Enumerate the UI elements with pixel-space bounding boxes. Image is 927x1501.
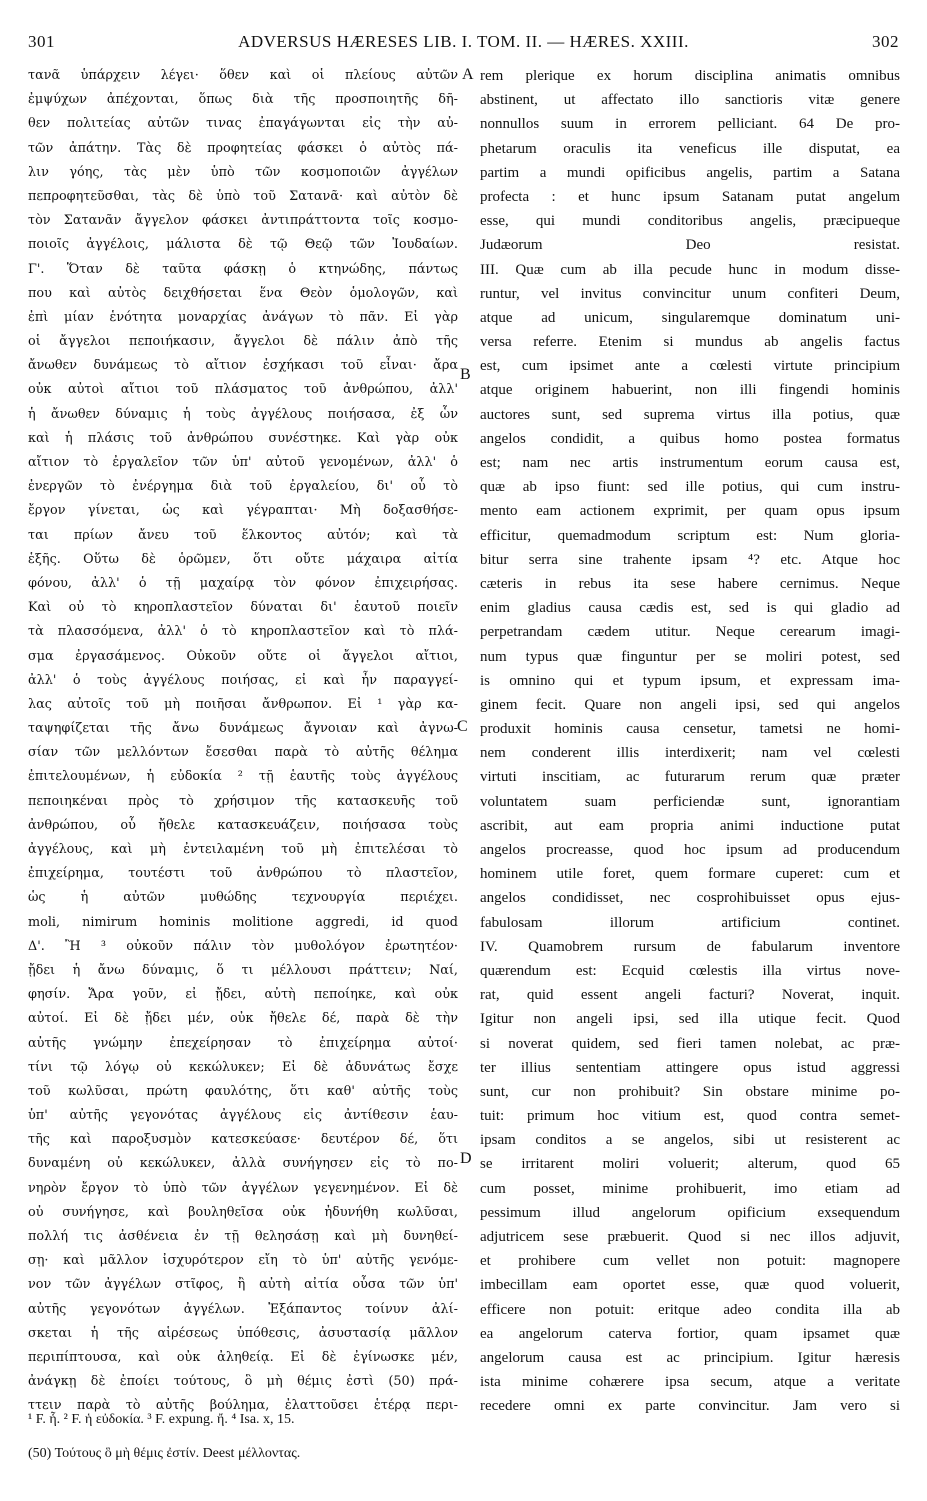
greek-text-line: νον τῶν ἀγγέλων στῖφος, ἢ αὐτὴ αἰτία οὖσα τῶν ὑπ' — [28, 1277, 458, 1293]
latin-text-line: num typus quæ finguntur per se moliri potest, sed — [480, 648, 900, 665]
latin-text-line: ista minime cohærere ipsa secum, atque a veritate — [480, 1374, 900, 1391]
latin-text-line: adjutricem sese præbuerit. Quod si nec illos adjuvit, — [480, 1229, 900, 1245]
latin-text-line: imbecillam eam oportet esse, quæ quod voluerit, — [480, 1277, 900, 1294]
latin-text-line: se irritarent moliri voluerit; alterum, quod 65 — [480, 1156, 900, 1173]
margin-letter-a: A — [462, 66, 474, 83]
greek-text-line: ἐπιτελουμένων, ἡ εὐδοκία ² τῇ ἑαυτῆς τοὺς ἀγγέλους — [28, 769, 458, 785]
greek-text-line: ᾔδει ἡ ἄνω δύναμις, ὅ τι μέλλουσι πράττειν; Ναί, — [28, 962, 458, 978]
footnotes-line: ¹ F. ἧ. ² F. ἡ εὐδοκία. ³ F. expung. ἤ. ⁴ Isa. x, 15. — [28, 1412, 295, 1427]
latin-text-line: angelorum causa est ac principium. Igitur hæresis — [480, 1349, 900, 1366]
latin-text-line: ipsam conditos a se angelos, sibi ut resisterent ac — [480, 1132, 900, 1149]
greek-text-line: νηρὸν ἔργον τὸ ὑπὸ τῶν ἀγγέλων γεγενημένον. Εἰ δὲ — [28, 1180, 458, 1196]
latin-text-line: IV. Quamobrem rursum de fabularum inventore — [480, 938, 900, 955]
latin-text-line: auctores sunt, sed suprema virtus illa potius, quæ — [480, 406, 900, 423]
greek-text-line: ἀνθρώπου, οὗ ἤθελε κατασκευάζειν, ποιήσασα τοὺς — [28, 817, 458, 833]
margin-letter-b: B — [460, 366, 471, 383]
greek-text-line: τῆς καὶ παροξυσμὸν κατεσκεύασε· δευτέρον δέ, ὅτι — [28, 1132, 458, 1148]
greek-text-line: ται πρίων ἄνευ τοῦ ἕλκοντος αὐτόν; καὶ τὰ — [28, 527, 458, 543]
greek-text-line: ποιοῖς ἀγγέλοις, μάλιστα δὲ τῷ Θεῷ τῶν Ἰουδαίων. — [28, 237, 458, 253]
latin-text-line: si noverat quidem, sed fieri tamen nolebat, ac præ- — [480, 1035, 900, 1052]
latin-text-line: voluntatem suam perficiendæ sunt, ignorantiam — [480, 793, 900, 810]
greek-text-line: σίαν τῶν μελλόντων ἔσεσθαι παρὰ τὸ αὐτῆς θέλημα — [28, 745, 458, 761]
latin-text-line: is omnino qui et typum ipsum, et expressam ima- — [480, 672, 900, 689]
greek-text-line: τανᾶ ὑπάρχειν λέγει· ὅθεν καὶ οἱ πλείους αὐτῶν — [28, 68, 458, 83]
greek-text-line: ἡ ἄνωθεν δύναμις ἡ τοὺς ἀγγέλους ποιήσασα, ἐξ ὧν — [28, 406, 458, 422]
greek-text-line: καὶ ἡ πλάσις τοῦ ἀνθρώπου συνέστηκε. Καὶ γὰρ οὐκ — [28, 430, 458, 446]
latin-text-line: cæteris in rebus ita sese habere cernimus. Neque — [480, 575, 900, 592]
greek-text-line: ἐνεργῶν τὸ ἐνέργημα διὰ τοῦ ἐργαλείου, δι' οὗ τὸ — [28, 479, 458, 495]
greek-text-line: ταψηφίζεται τῆς ἄνω δυνάμεως ἄγνοιαν καὶ ἀγνω- — [28, 721, 458, 737]
latin-text-line: angelos condidisset, nec cosprohibuisset opus ejus- — [480, 890, 900, 907]
greek-text-line: ἀνάγκῃ δὲ ἐποίει τούτους, ὃ μὴ θέμις ἐστὶ (50) πρά- — [28, 1374, 458, 1390]
greek-text-line: ττειν παρὰ τὸ αὐτῆς βούλημα, ἐλαττοῦσει ἑτέρᾳ περι- — [28, 1398, 458, 1414]
latin-text-column — [480, 64, 900, 1419]
greek-text-line: αὐτῆς γεγονότων ἀγγέλων. Ἐξάπαντος τοίνυν ἀλί- — [28, 1301, 458, 1317]
latin-text-line: ea angelorum caterva fortior, quam ipsamet quæ — [480, 1325, 900, 1342]
latin-text-line: phetarum oraculis ita veneficus ille disputat, ea — [480, 140, 900, 157]
greek-text-line: δυναμένη οὐ κεκώλυκεν, ἀλλὰ συνήγησεν εἰς τὸ πο- — [28, 1156, 458, 1172]
running-header — [28, 32, 899, 56]
footnote-50: (50) Τούτους ὃ μὴ θέμις ἐστίν. Deest μέλλοντας. — [28, 1446, 301, 1461]
latin-text-line: rat, quid essent angeli facturi? Noverat, inquit. — [480, 987, 900, 1004]
greek-text-line: ἀλλ' ὁ τοὺς ἀγγέλους ποιήσας, εἰ καὶ ἦν παραγγεί- — [28, 672, 458, 688]
greek-text-line: σῃ· καὶ μᾶλλον ἰσχυρότερον εἴη τὸ ὑπ' αὐτῆς γενόμε- — [28, 1253, 458, 1269]
latin-text-line: sunt, cur non prohibuit? Sin obstare minime po- — [480, 1083, 900, 1100]
latin-text-line: produxit hominis causa censetur, tametsi ne homi- — [480, 721, 900, 738]
greek-text-line: ὑπ' αὐτῆς γεγονότας ἀγγέλους εἰς ἀντίθεσιν ἑαυ- — [28, 1108, 458, 1124]
greek-text-line: πεποιηκέναι πρὸς τὸ χρήσιμον τῆς κατασκευῆς τοῦ — [28, 793, 458, 809]
latin-text-line: nem conderent illis interdixerit; nam vel cœlesti — [480, 745, 900, 762]
latin-text-line: atque originem habuerint, non illi fingendi hominis — [480, 382, 900, 399]
greek-text-line: ἐπιχείρημα, τουτέστι τοῦ ἀνθρώπου τὸ πλαστεῖον, — [28, 866, 458, 882]
greek-text-line: ἑξῆς. Οὕτω δὲ ὁρῶμεν, ὅτι οὔτε μάχαιρα αἰτία — [28, 551, 458, 567]
latin-text-line: partim a mundi opificibus angelis, partim a Satana — [480, 164, 900, 181]
greek-text-line: ἔργον γίνεται, ὡς καὶ γέγραπται· Μὴ δοξασθήσε- — [28, 503, 458, 519]
latin-text-line: angelos procreasse, quod hoc ipsum ad producendum — [480, 842, 900, 858]
latin-text-line: mento eam actionem exprimit, per quam opus ipsum — [480, 503, 900, 520]
greek-text-line: Καὶ οὐ τὸ κηροπλαστεῖον δύναται δι' ἑαυτοῦ ποιεῖν — [28, 600, 458, 616]
greek-text-line: οὐκ αὐτοὶ αἴτιοι τοῦ πλάσματος τοῦ ἀνθρώπου, ἀλλ' — [28, 382, 458, 398]
greek-text-line: τίνι τῷ λόγῳ οὐ κεκώλυκεν; Εἰ δὲ ἀδυνάτως ἔσχε — [28, 1059, 458, 1075]
latin-text-line: III. Quæ cum ab illa pecude hunc in modum disse- — [480, 261, 900, 278]
latin-text-line: Judæorum Deo resistat. — [480, 237, 900, 254]
greek-text-line: φησίν. Ἄρα γοῦν, εἰ ᾔδει, αὐτὴ πεποίηκε, καὶ οὐκ — [28, 987, 458, 1003]
latin-text-line: recedere omni ex parte convincitur. Jam vero si — [480, 1398, 900, 1415]
page-number-left: 301 — [28, 32, 55, 51]
greek-text-line: οἱ ἄγγελοι πεποιήκασιν, ἄγγελοι δὲ πάλιν ἀπὸ τῆς — [28, 334, 458, 350]
latin-text-line: est; nam nec artis instrumentum eorum causa est, — [480, 455, 900, 471]
latin-text-line: ter illius sententiam attingere opus istud aggressi — [480, 1059, 900, 1076]
latin-text-line: est, cum ipsimet ante a cœlesti virtute principium — [480, 358, 900, 375]
greek-text-line: λιν γόης, τὰς μὲν ὑπὸ τῶν κοσμοποιῶν ἀγγέλων — [28, 164, 458, 180]
latin-text-line: enim gladius causa cædis est, sed is qui gladio ad — [480, 600, 900, 617]
greek-text-line: Δ'. Ἢ ³ οὐκοῦν πάλιν τὸν μυθολόγον ἐρωτητέον· — [28, 938, 458, 954]
greek-text-line: moli, nimirum hominis molitione aggredi, id quod — [28, 914, 458, 930]
latin-text-line: fabulosam illorum artificium continet. — [480, 914, 900, 931]
greek-text-line: πεπροφητεῦσθαι, τὰς δὲ ὑπὸ τοῦ Σατανᾶ· καὶ αὐτὸν δὲ — [28, 188, 458, 204]
latin-text-line: abstinent, ut affectato illo sanctioris vitæ genere — [480, 92, 900, 109]
greek-text-line: τὸν Σατανᾶν ἄγγελον φάσκει ἀντιπράττοντα τοῖς κοσμο- — [28, 213, 458, 229]
greek-text-line: τῶν ἀπάτην. Τὰς δὲ προφητείας φάσκει ὁ αὐτὸς πά- — [28, 140, 458, 156]
latin-text-line: runtur, vel invitus convincitur unum confiteri Deum, — [480, 285, 900, 302]
greek-text-line: ὡς ἡ αὐτῶν μυθώδης τεχνουργία περιέχει. — [28, 890, 458, 906]
latin-text-line: virtuti inscitiam, ac futurarum rerum quæ præter — [480, 769, 900, 786]
greek-text-line: ἀγγέλους, καὶ μὴ ἐντειλαμένη τοῦ μὴ ἐπιτελέσαι τὸ — [28, 842, 458, 857]
margin-letter-c: C — [457, 718, 468, 735]
greek-text-line: που καὶ αὐτὸς δειχθήσεται ἕνα Θεὸν ὁμολογῶν, καὶ — [28, 285, 458, 301]
latin-text-line: nonnullos suum in errorem pelliciant. 64 De pro- — [480, 116, 900, 133]
latin-text-line: ginem fecit. Quare non angeli ipsi, sed qui angelos — [480, 696, 900, 713]
greek-text-line: φόνου, ἀλλ' ὁ τῇ μαχαίρᾳ τὸν φόνον ἐπιχειρήσας. — [28, 575, 458, 591]
greek-text-line: τοῦ κωλῦσαι, πρώτη φαυλότης, ὅτι καθ' αὐτῆς τοὺς — [28, 1083, 458, 1099]
latin-text-line: cum posset, minime prohibuerit, imo etiam ad — [480, 1180, 900, 1197]
latin-text-line: tuit: primum hoc vitium est, quod contra semet- — [480, 1108, 900, 1125]
greek-text-line: αὐτῆς γνώμην ἐπεχείρησαν τὸ ἐπιχείρημα αὐτοί· — [28, 1035, 458, 1051]
latin-text-line: perpetrandam cædem utitur. Neque cerearum imagi- — [480, 624, 900, 641]
margin-letter-d: D — [460, 1150, 472, 1167]
greek-text-line: ἐμψύχων ἀπέχονται, ὅπως διὰ τῆς προσποιητῆς δῆ- — [28, 92, 458, 108]
greek-text-line: πολλή τις ἀσθένεια ἐν τῇ θελησάσῃ καὶ μὴ δυνηθεί- — [28, 1229, 458, 1244]
greek-text-line: λας αὐτοῖς τοῦ μὴ ποιῆσαι ἄνθρωπον. Εἰ ¹ γὰρ κα- — [28, 696, 458, 712]
greek-text-line: αἴτιον τὸ ἐργαλεῖον τῶν ὑπ' αὐτοῦ γενομένων, ἀλλ' ὁ — [28, 455, 458, 470]
latin-text-line: et prohibere cum vellet non potuit: magnopere — [480, 1253, 900, 1270]
latin-text-line: rem plerique ex horum disciplina animatis omnibus — [480, 68, 900, 84]
latin-text-line: quæ ab ipso fiunt: sed ille potius, qui cum instru- — [480, 479, 900, 496]
greek-text-line: τὰ πλασσόμενα, ἀλλ' ὁ τὸ κηροπλαστεῖον καὶ τὸ πλά- — [28, 624, 458, 640]
greek-text-line: σκεται ἡ τῆς αἱρέσεως ὑπόθεσις, ἀσυστασίᾳ μᾶλλον — [28, 1325, 458, 1341]
latin-text-line: esse, qui mundi conditoribus angelis, præcipueque — [480, 213, 900, 230]
greek-text-line: περιπίπτουσα, καὶ οὐκ ἀληθείᾳ. Εἰ δὲ ἐγίνωσκε μέν, — [28, 1349, 458, 1365]
latin-text-line: pessimum illud angelorum opificium exsequendum — [480, 1204, 900, 1221]
greek-text-column — [28, 64, 458, 1419]
latin-text-line: Igitur non angeli ipsi, sed illa utique fecit. Quod — [480, 1011, 900, 1028]
greek-text-line: οὐ συνήγησε, καὶ βουληθεῖσα οὐκ ἠδυνήθη κωλῦσαι, — [28, 1204, 458, 1220]
latin-text-line: hominem utile foret, quem formare cuperet: cum et — [480, 866, 900, 883]
greek-text-line: ἐπὶ μίαν ἑνότητα μοναρχίας ἀνάγων τὸ πᾶν. Εἰ γὰρ — [28, 309, 458, 325]
latin-text-line: efficitur, quemadmodum scriptum est: Num gloria- — [480, 527, 900, 544]
greek-text-line: αὐτοί. Εἰ δὲ ᾔδει μέν, οὐκ ἤθελε δέ, παρὰ δὲ τὴν — [28, 1011, 458, 1027]
latin-text-line: versa referre. Etenim si mundus ab angelis factus — [480, 334, 900, 351]
latin-text-line: ascribit, aut eam propria animi inductione putat — [480, 817, 900, 834]
running-title: ADVERSUS HÆRESES LIB. I. TOM. II. — HÆRES. XXIII. — [238, 32, 689, 51]
greek-text-line: σμα ἐργασάμενος. Οὐκοῦν οὔτε οἱ ἄγγελοι αἴτιοι, — [28, 648, 458, 664]
latin-text-line: atque ad unicum, singularemque dominatum uni- — [480, 309, 900, 326]
greek-text-line: Γ'. Ὅταν δὲ ταῦτα φάσκῃ ὁ κτηνώδης, πάντως — [28, 261, 458, 277]
latin-text-line: bitur serra sine trahente ipsam ⁴? etc. Atque hoc — [480, 551, 900, 568]
page-number-right: 302 — [872, 32, 899, 51]
latin-text-line: angelos condidit, a quibus homo postea formatus — [480, 430, 900, 447]
greek-text-line: ἄνωθεν δυνάμεως τὸ αἴτιον ἐσχήκασι τοῦ εἶναι· ἄρα — [28, 358, 458, 374]
latin-text-line: quærendum est: Ecquid cœlestis illa virtus nove- — [480, 962, 900, 979]
latin-text-line: profecta : et hunc ipsum Satanam putat angelum — [480, 188, 900, 205]
greek-text-line: θεν πολιτείας αὐτῶν τινας ἐπαγάγωνται εἰς τὴν αὐ- — [28, 116, 458, 132]
latin-text-line: efficere non potuit: eritque adeo condita illa ab — [480, 1301, 900, 1318]
